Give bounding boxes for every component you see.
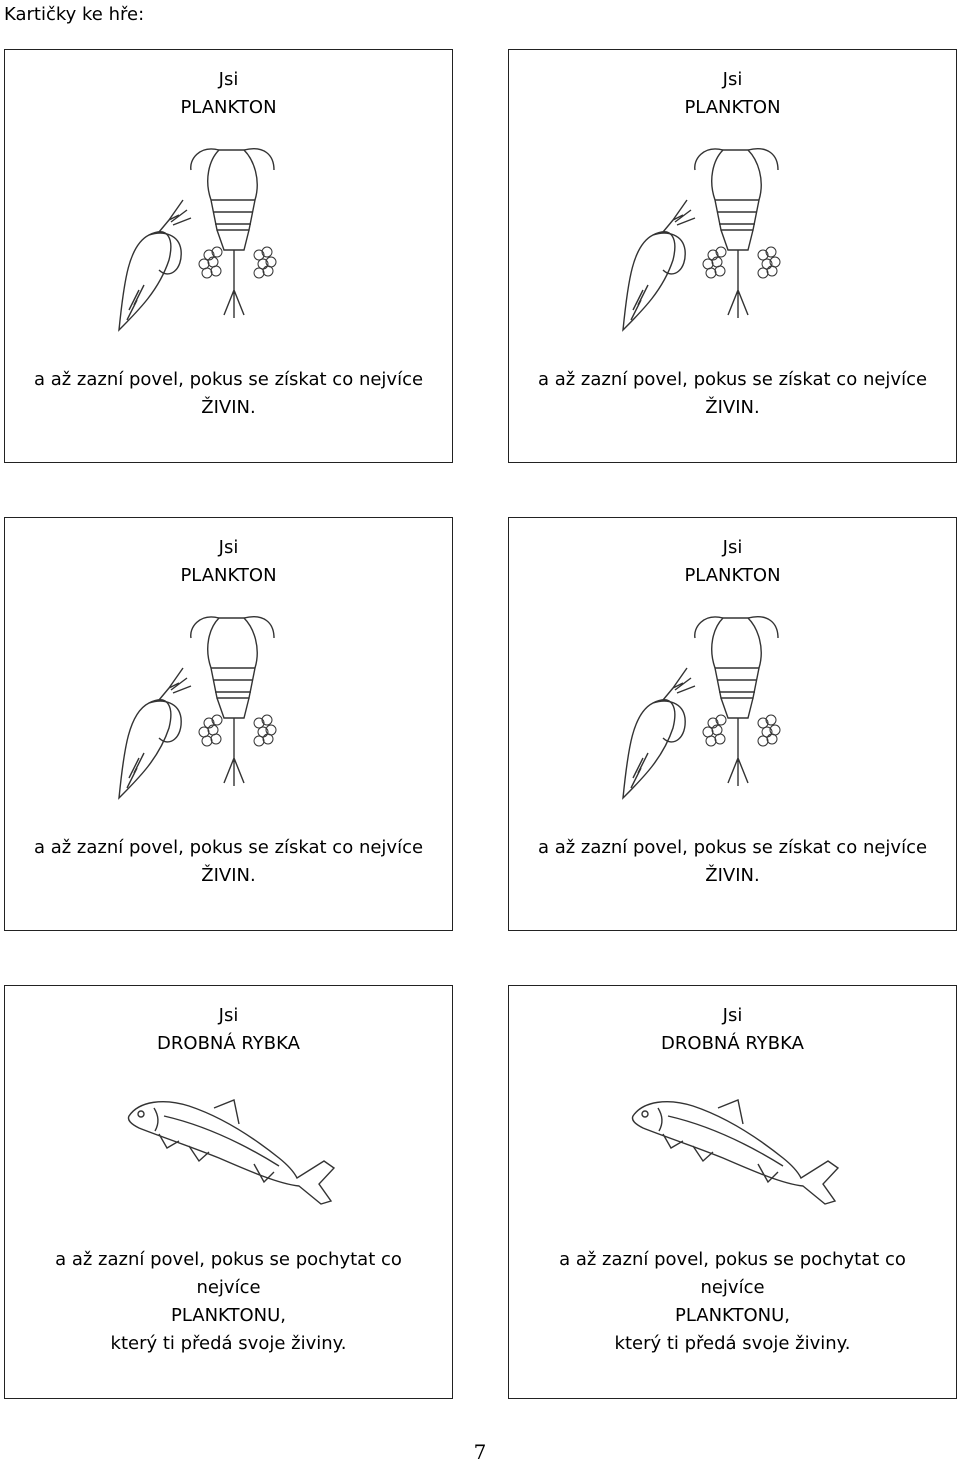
card-plankton-2 [508,49,957,463]
card-title-line2: PLANKTON [684,565,781,586]
card-title-line1: Jsi [218,1005,239,1026]
card-instruction: a až zazní povel, pokus se získat co nejvíce [537,369,928,390]
page-heading: Kartičky ke hře: [4,4,145,25]
card-title-line2: PLANKTON [180,97,277,118]
fish-illustration [119,1086,339,1206]
card-instruction: a až zazní povel, pokus se získat co nejvíce [33,369,424,390]
card-instruction-emphasis: PLANKTONU, [674,1305,790,1326]
card-title-line2: PLANKTON [180,565,277,586]
card-instruction-emphasis: ŽIVIN. [201,397,256,418]
card-instruction: a až zazní povel, pokus se pochytat co [55,1249,402,1270]
plankton-illustration [99,140,359,340]
card-title-line2: PLANKTON [684,97,781,118]
card-title-line1: Jsi [218,537,239,558]
plankton-illustration [603,608,863,808]
card-instruction: a až zazní povel, pokus se získat co nejvíce [33,837,424,858]
card-instruction-end: který ti předá svoje živiny. [110,1333,347,1354]
plankton-illustration [99,608,359,808]
card-fish-1 [4,985,453,1399]
card-title-line2: DROBNÁ RYBKA [157,1033,300,1054]
card-title-line2: DROBNÁ RYBKA [661,1033,804,1054]
card-title-line1: Jsi [722,1005,743,1026]
card-instruction: a až zazní povel, pokus se získat co nejvíce [537,837,928,858]
card-plankton-4 [508,517,957,931]
card-fish-2 [508,985,957,1399]
card-title-line1: Jsi [722,69,743,90]
card-title-line1: Jsi [722,537,743,558]
card-instruction-end: který ti předá svoje živiny. [614,1333,851,1354]
card-instruction: a až zazní povel, pokus se pochytat co [559,1249,906,1270]
card-plankton-1 [4,49,453,463]
card-instruction-cont: nejvíce [196,1277,261,1298]
card-title-line1: Jsi [218,69,239,90]
card-plankton-3 [4,517,453,931]
card-instruction-emphasis: PLANKTONU, [170,1305,286,1326]
card-instruction-emphasis: ŽIVIN. [201,865,256,886]
card-instruction-emphasis: ŽIVIN. [705,397,760,418]
plankton-illustration [603,140,863,340]
fish-illustration [623,1086,843,1206]
page-number: 7 [473,1440,487,1464]
card-instruction-emphasis: ŽIVIN. [705,865,760,886]
card-instruction-cont: nejvíce [700,1277,765,1298]
